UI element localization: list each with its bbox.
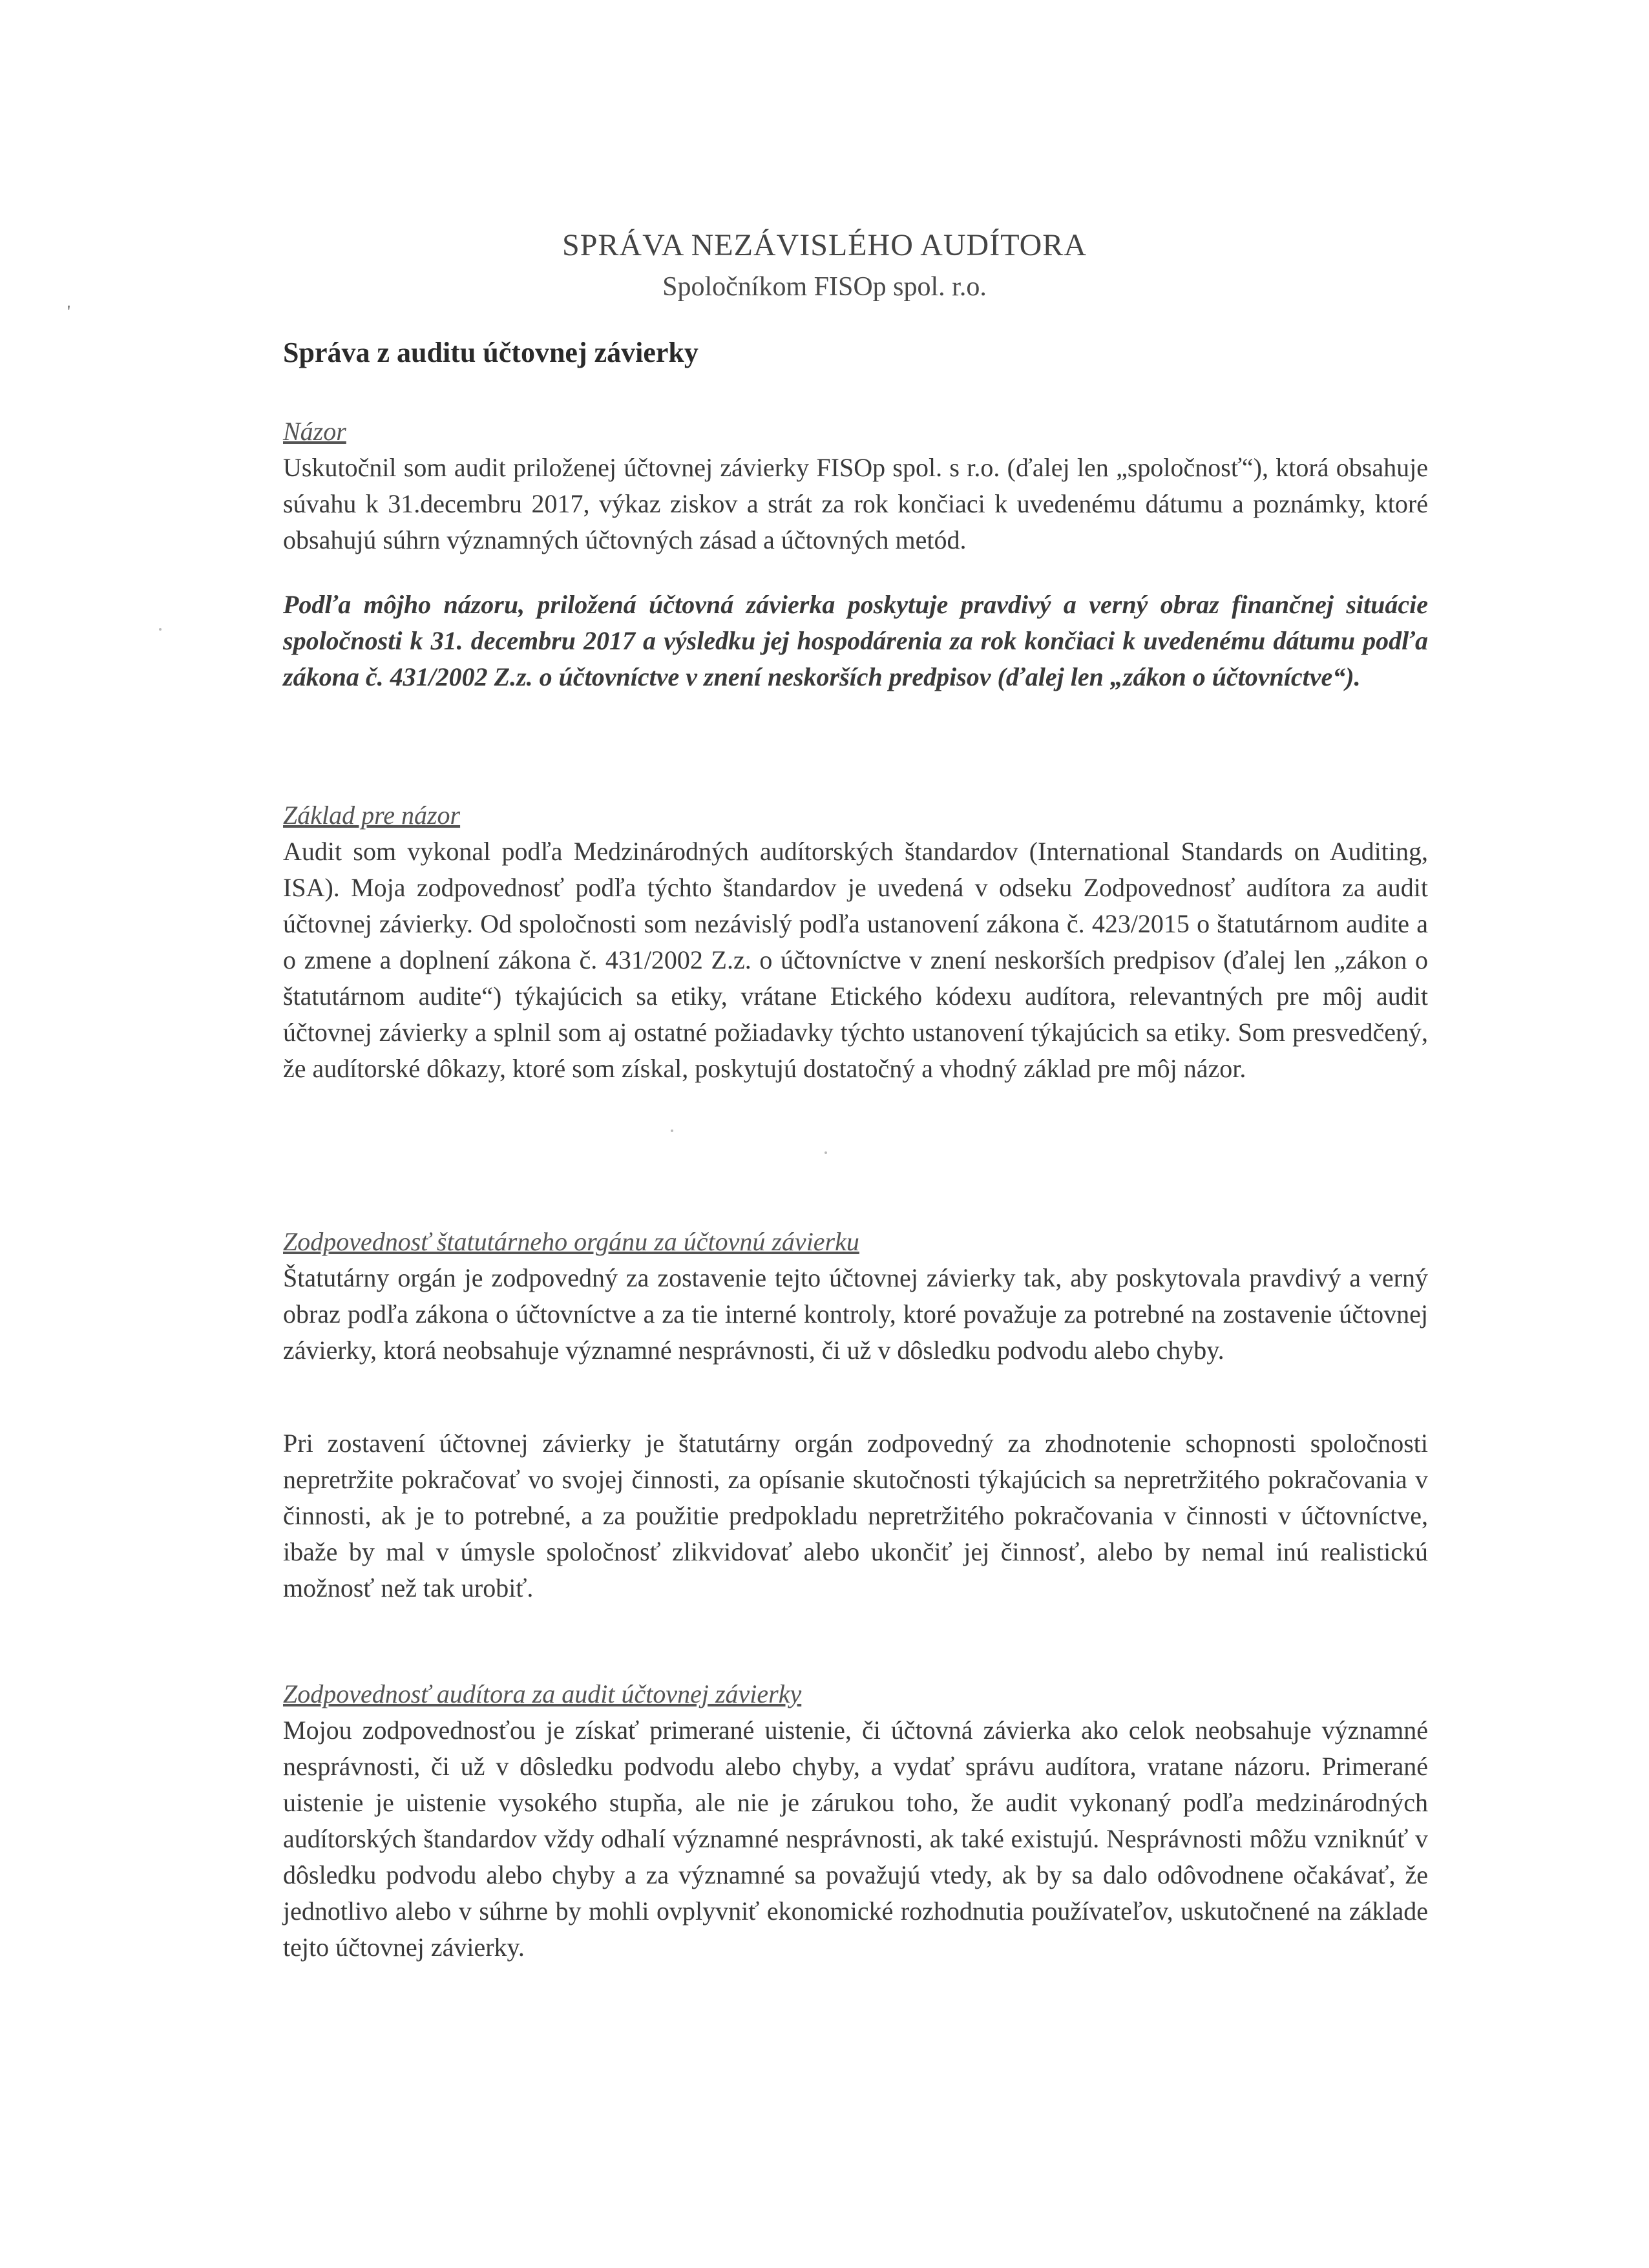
statutory-continued bbox=[283, 1425, 1428, 1606]
scan-speck bbox=[671, 1129, 673, 1132]
opinion-statement: Podľa môjho názoru, priložená účtovná závierka poskytuje pravdivý a verný obraz finančnej situácie spoločnosti k 31. decembru 2017 a výsledku jej hospodárenia za rok končiaci k uvedenému dátumu podľa zákona č. 431/2002 Z.z. o účtovníctve v znení neskorších predpisov (ďalej len „zákon o účtovníctve“). bbox=[283, 590, 1428, 691]
scan-speck bbox=[824, 1151, 827, 1154]
auditor-heading: Zodpovednosť audítora za audit účtovnej závierky bbox=[283, 1679, 802, 1708]
auditor-text: Mojou zodpovednosťou je získať primerané uistenie, či účtovná závierka ako celok neobsahuje významné nesprávnosti, či už v dôsledku podvodu alebo chyby, a vydať správu audítora, vratane názoru. Primerané uistenie je uistenie vysokého stupňa, ale nie je zárukou toho, že audit vykonaný podľa medzinárodných audítorských štandardov vždy odhalí významné nesprávnosti, ak také existujú. Nesprávnosti môžu vzniknúť v dôsledku podvodu alebo chyby a za významné sa považujú vtedy, ak by sa dalo odôvodnene očakávať, že jednotlivo alebo v súhrne by mohli ovplyvniť ekonomické rozhodnutia používateľov, uskutočnené na základe tejto účtovnej závierky. bbox=[283, 1716, 1428, 1962]
statutory-text-2: Pri zostavení účtovnej závierky je štatutárny orgán zodpovedný za zhodnotenie schopnosti spoločnosti nepretržite pokračovať vo svojej činnosti, za opísanie skutočnosti týkajúcich sa nepretržitého pokračovania v činnosti, ak je to potrebné, a za použitie predpokladu nepretržitého pokračovania v činnosti v účtovníctve, ibaže by mal v úmysle spoločnosť zlikvidovať alebo ukončiť jej činnosť, alebo by nemal inú realistickú možnosť než tak urobiť. bbox=[283, 1429, 1428, 1602]
basis-text: Audit som vykonal podľa Medzinárodných audítorských štandardov (International Standards on Auditing, ISA). Moja zodpovednosť podľa týchto štandardov je uvedená v odseku Zodpovednosť audítora za audit účtovnej závierky. Od spoločnosti som nezávislý podľa ustanovení zákona č. 423/2015 o štatutárnom audite a o zmene a doplnení zákona č. 431/2002 Z.z. o účtovníctve v znení neskorších predpisov (ďalej len „zákon o štatutárnom audite“) týkajúcich sa etiky, vrátane Etického kódexu audítora, relevantných pre môj audit účtovnej závierky a splnil som aj ostatné požiadavky týchto ustanovení týkajúcich sa etiky. Som presvedčený, že audítorské dôkazy, ktoré som získal, poskytujú dostatočný a vhodný základ pre môj názor. bbox=[283, 837, 1428, 1083]
opinion-statement-block bbox=[283, 587, 1428, 695]
report-addressee: Spoločníkom FISOp spol. r.o. bbox=[662, 272, 987, 302]
margin-mark: ' bbox=[67, 302, 71, 322]
statutory-section bbox=[283, 1224, 1428, 1369]
opinion-text: Uskutočnil som audit priloženej účtovnej závierky FISOp spol. s r.o. (ďalej len „spoločnosť“), ktorá obsahuje súvahu k 31.decembru 2017, výkaz ziskov a strát za rok končiaci k uvedenému dátumu a poznámky, ktoré obsahujú súhrn významných účtovných zásad a účtovných metód. bbox=[283, 453, 1428, 554]
auditor-section bbox=[283, 1676, 1428, 1966]
statutory-text-1: Štatutárny orgán je zodpovedný za zostavenie tejto účtovnej závierky tak, aby poskytovala pravdivý a verný obraz podľa zákona o účtovníctve a za tie interné kontroly, ktoré považuje za potrebné na zostavenie účtovnej závierky, ktorá neobsahuje významné nesprávnosti, či už v dôsledku podvodu alebo chyby. bbox=[283, 1263, 1428, 1365]
opinion-section bbox=[283, 414, 1428, 558]
statutory-heading: Zodpovednosť štatutárneho orgánu za účtovnú závierku bbox=[283, 1227, 859, 1256]
section-title: Správa z auditu účtovnej závierky bbox=[283, 337, 698, 368]
basis-heading: Základ pre názor bbox=[283, 801, 461, 830]
scan-speck bbox=[159, 628, 162, 631]
report-title: SPRÁVA NEZÁVISLÉHO AUDÍTORA bbox=[562, 228, 1087, 262]
opinion-heading: Názor bbox=[283, 417, 346, 446]
basis-section bbox=[283, 797, 1428, 1087]
